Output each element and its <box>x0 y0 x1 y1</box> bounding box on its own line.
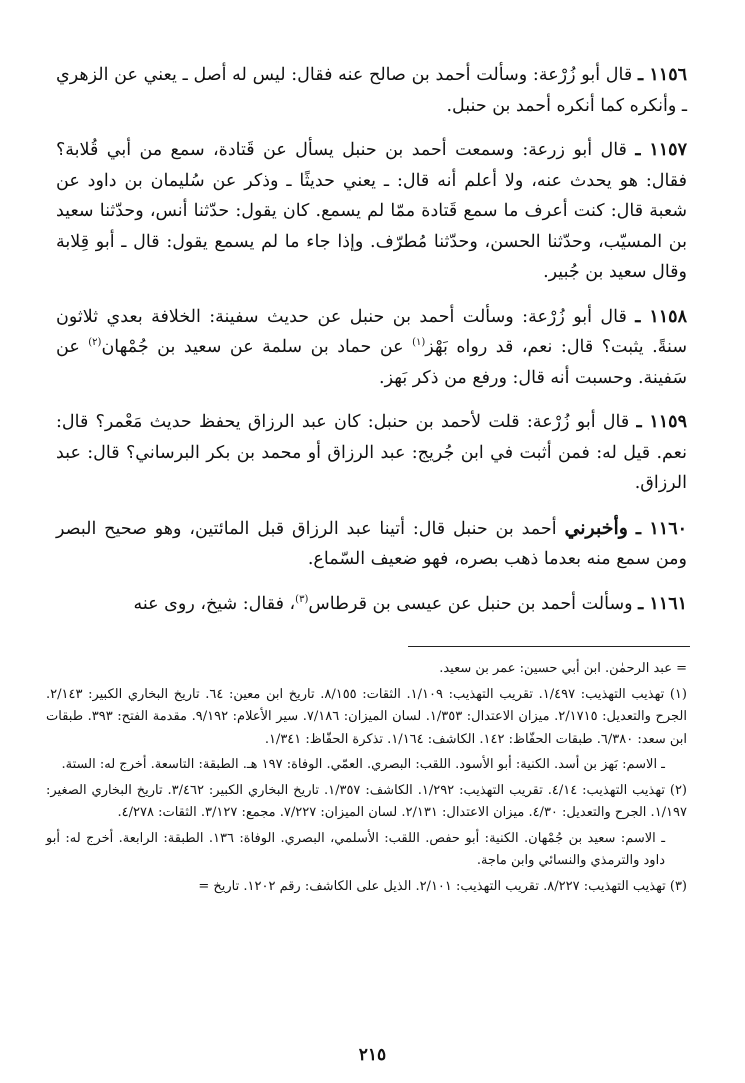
entry-number: ١١٥٨ ـ <box>635 306 687 327</box>
footnote-1: (١) تهذيب التهذيب: ١/٤٩٧. تقريب التهذيب: ١/١٠٩. الثقات: ٨/١٥٥. تاريخ ابن معين: ٦٤. تاريخ البخاري الكبير: ٢/١٤٣. الجرح والتعديل: ٢/١٧١٥. ميزان الاعتدال: ١/٣٥٣. لسان الميزان: ٧/١٨٦. سير الأعلام: ٩/١٩٢. مقدمة الفتح: ٣٩٣. طبقات ابن سعد: ٦/٣٨٠. طبقات الحفّاظ: ١٤٢. الكاشف: ١/١٦٤. تذكرة الحفّاظ: ١/٣٤١. <box>46 686 687 747</box>
entry-1161 <box>56 589 687 620</box>
footnote-2-detail: ـ الاسم: سعيد بن جُمْهان. الكنية: أبو حفص. اللقب: الأسلمي، البصري. الوفاة: ١٣٦. الطبقة: الرابعة. أخرج له: أبو داود والترمذي والنسائي وابن ماجة. <box>46 830 665 868</box>
footnotes <box>46 658 687 901</box>
entry-text: أحمد بن حنبل قال: أتينا عبد الرزاق قبل المائتين، وهو صحيح البصر ومن سمع منه بعدما ذهب بصره، فهو ضعيف السّماع. <box>56 518 687 569</box>
entry-text: قال أبو زُرْعة: وسألت أحمد بن صالح عنه فقال: ليس له أصل ـ يعني عن الزهري ـ وأنكره كما أنكره أحمد بن حنبل. <box>56 65 687 116</box>
footnote-3: (٣) تهذيب التهذيب: ٨/٢٢٧. تقريب التهذيب: ٢/١٠١. الذيل على الكاشف: رقم ١٢٠٢. تاريخ = <box>198 878 687 894</box>
footnote-ref[interactable]: (١) <box>412 337 426 349</box>
entry-number: ١١٦١ ـ <box>638 593 687 614</box>
footnote-2: (٢) تهذيب التهذيب: ٤/١٤. تقريب التهذيب: ١/٢٩٢. الكاشف: ١/٣٥٧. تاريخ البخاري الكبير: ٣/٤٦٢. تاريخ البخاري الصغير: ١/١٩٧. الجرح والتعديل: ٤/٣٠. ميزان الاعتدال: ٢/١٣١. لسان الميزان: ٧/٢٢٧. مجمع: ٣/١٢٧. الثقات: ٤/٢٧٨. <box>46 782 687 820</box>
main-text <box>56 60 687 633</box>
footnote-ref[interactable]: (٣) <box>295 593 309 605</box>
entry-number: ١١٥٩ ـ <box>636 412 687 432</box>
footnote-divider <box>408 646 690 647</box>
entry-text: عن سَفينة. وحسبت أنه قال: ورفع من ذكر بَهز. <box>56 337 687 388</box>
footnote-ref[interactable]: (٢) <box>88 337 102 349</box>
entry-text: وسألت أحمد بن حنبل عن عيسى بن قرطاس <box>308 593 633 614</box>
entry-1158 <box>56 302 687 394</box>
entry-keyword: وأخبرني <box>564 516 628 539</box>
entry-number: ١١٥٦ ـ <box>637 65 687 85</box>
footnote-continuation: = عبد الرحمٰن. ابن أبي حسين: عمر بن سعيد. <box>439 661 687 676</box>
entry-text: قال أبو زُرْعة: وسألت أحمد بن حنبل عن حديث سفينة: الخلافة بعدي ثلاثون سنةً. يثبت؟ قال: نعم، قد رواه بَهْز <box>56 306 688 357</box>
entry-1160 <box>56 513 687 575</box>
entry-number: ١١٦٠ ـ <box>635 518 687 539</box>
entry-text: عن حماد بن سلمة عن سعيد بن جُمْهان <box>101 337 413 357</box>
entry-text: قال أبو زُرْعة: قلت لأحمد بن حنبل: كان عبد الرزاق يحفظ حديث مَعْمر؟ قال: نعم. قيل له: فمن أثبت في ابن جُريج: عبد الرزاق أو محمد بن بكر البرساني؟ قال: عبد الرزاق. <box>56 412 687 493</box>
page-number: ٢١٥ <box>358 1045 387 1065</box>
entry-1159 <box>56 407 687 499</box>
entry-number: ١١٥٧ ـ <box>635 140 687 160</box>
entry-text: ، فقال: شيخ، روى عنه <box>133 593 296 614</box>
entry-text: قال أبو زرعة: وسمعت أحمد بن حنبل يسأل عن قَتادة، سمع من أبي قُلابة؟ فقال: هو يحدث عنه، ولا أعلم أنه قال: ـ يعني حديثًا ـ وذكر عن سُليمان بن داود عن شعبة قال: كنت أعرف ما سمع قَتادة ممّا لم يسمع. كان يقول: حدّثنا أنس، وحدّثنا سعيد بن المسيّب، وحدّثنا الحسن، وحدّثنا مُطرّف. وإذا جاء ما لم يسمع يقول: قال ـ أبو قِلابة وقال سعيد بن جُبير. <box>56 140 687 282</box>
entry-1156 <box>56 60 687 121</box>
footnote-1-detail: ـ الاسم: بَهز بن أسد. الكنية: أبو الأسود. اللقب: البصري. العمّي. الوفاة: ١٩٧ هـ. الطبقة: التاسعة. أخرج له: الستة. <box>61 757 665 772</box>
entry-1157 <box>56 135 687 288</box>
